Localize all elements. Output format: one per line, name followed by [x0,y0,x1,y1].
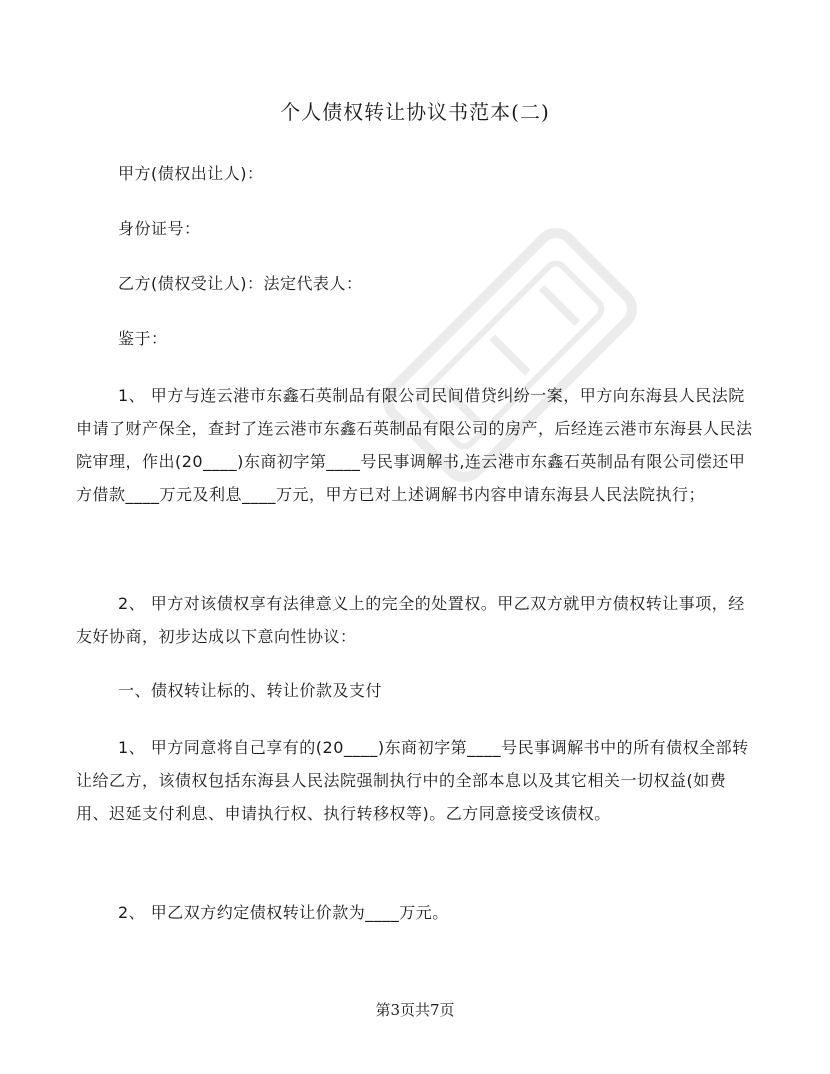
document-title: 个人债权转让协议书范本(二) [280,100,550,124]
page-number-footer: 第3页共7页 [375,1001,455,1019]
recital-paragraph-1: 1、 甲方与连云港市东鑫石英制品有限公司民间借贷纠纷一案，甲方向东海县人民法院申请了财产保全，查封了连云港市东鑫石英制品有限公司的房产，后经连云港市东海县人民法院审理，作出(20____)东商初字第____号民事调解书,连云港市东鑫石英制品有限公司偿还甲方借款____万元及利息____万元，甲方已对上述调解书内容申请东海县人民法院执行； [76,386,753,504]
party-a-line: 甲方(债权出让人)： [118,164,264,183]
clause-paragraph-1: 1、 甲方同意将自己享有的(20____)东商初字第____号民事调解书中的所有债权全部转让给乙方，该债权包括东海县人民法院强制执行中的全部本息以及其它相关一切权益(如费用、迟延支付利息、申请执行权、执行转移权等)。乙方同意接受该债权。 [76,738,749,823]
id-number-line: 身份证号： [118,219,201,238]
recital-paragraph-2: 2、 甲方对该债权享有法律意义上的完全的处置权。甲乙双方就甲方债权转让事项，经友好协商，初步达成以下意向性协议： [76,594,745,646]
whereas-heading: 鉴于： [118,329,168,348]
clause-paragraph-2: 2、 甲乙双方约定债权转让价款为____万元。 [118,903,449,922]
party-b-line: 乙方(债权受让人)：法定代表人： [118,274,363,293]
section-heading-1: 一、债权转让标的、转让价款及支付 [118,681,383,700]
